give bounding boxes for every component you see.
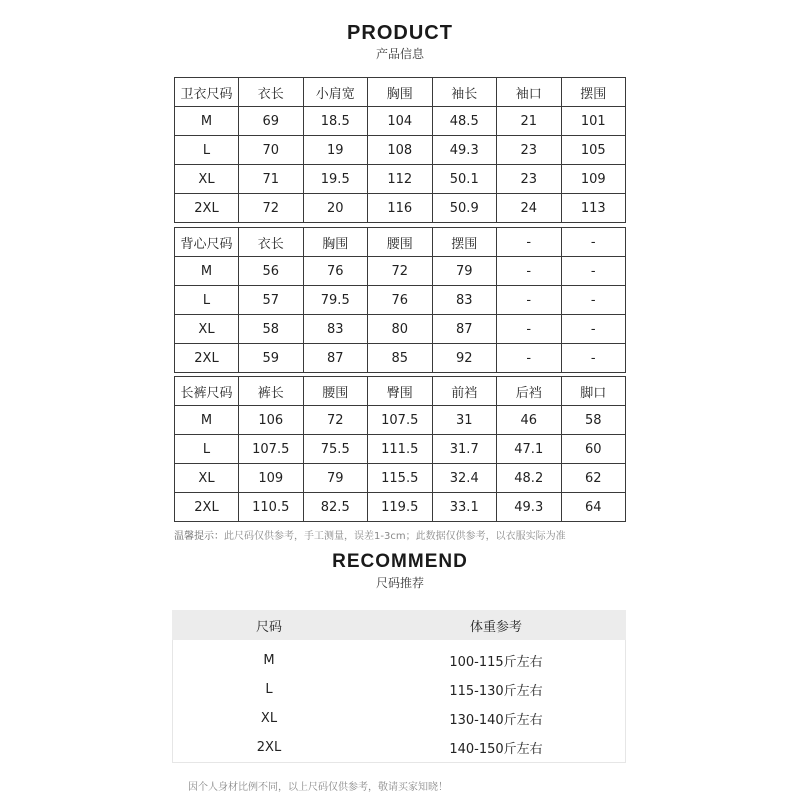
table-cell: XL	[175, 315, 239, 344]
table-cell: 83	[303, 315, 368, 344]
table-cell: 20	[303, 194, 368, 223]
table-cell: 衣长	[239, 78, 304, 107]
table-cell: 107.5	[239, 435, 304, 464]
table-cell: L	[175, 435, 239, 464]
table-cell: 109	[561, 165, 626, 194]
table-cell: 23	[497, 165, 562, 194]
hoodie-header-row	[175, 78, 626, 107]
recommend-weight-cell: 100-115斤左右	[449, 655, 543, 670]
table-cell: 19	[303, 136, 368, 165]
table-cell: 袖长	[432, 78, 497, 107]
table-cell: 62	[561, 464, 626, 493]
table-cell: -	[561, 257, 626, 286]
table-cell: 113	[561, 194, 626, 223]
table-cell: 109	[239, 464, 304, 493]
table-cell: 59	[239, 344, 304, 373]
table-cell: 57	[239, 286, 304, 315]
table-cell: 72	[239, 194, 304, 223]
table-cell: 48.2	[497, 464, 562, 493]
tip-label: 温馨提示：	[174, 531, 224, 542]
recommend-size-cell: L	[265, 682, 273, 697]
table-cell: 2XL	[175, 493, 239, 522]
table-cell: 47.1	[497, 435, 562, 464]
table-cell: 33.1	[432, 493, 497, 522]
table-cell: -	[497, 315, 562, 344]
footer-note: 因个人身材比例不同，以上尺码仅供参考，敬请买家知晓！	[188, 782, 448, 793]
table-cell: 腰围	[303, 377, 368, 406]
table-cell: 腰围	[368, 228, 433, 257]
table-cell: 111.5	[368, 435, 433, 464]
table-cell: -	[497, 286, 562, 315]
table-cell: 24	[497, 194, 562, 223]
table-cell: 104	[368, 107, 433, 136]
table-row	[175, 315, 626, 344]
table-row	[175, 257, 626, 286]
table-cell: XL	[175, 165, 239, 194]
recommend-size-cell: XL	[260, 711, 278, 726]
table-row	[172, 733, 626, 762]
table-row	[172, 640, 626, 675]
recommend-header-weight: 体重参考	[366, 610, 626, 640]
table-cell: 32.4	[432, 464, 497, 493]
table-cell: 小肩宽	[303, 78, 368, 107]
recommend-weight-cell: 130-140斤左右	[449, 713, 543, 728]
recommend-weight-cell: 140-150斤左右	[449, 742, 543, 757]
table-cell: 110.5	[239, 493, 304, 522]
recommend-header-size: 尺码	[172, 610, 366, 640]
table-cell: 脚口	[561, 377, 626, 406]
recommend-header-row	[172, 610, 626, 640]
table-cell: -	[497, 257, 562, 286]
table-cell: 臀围	[368, 377, 433, 406]
table-cell: 前裆	[432, 377, 497, 406]
recommend-subtitle: 尺码推荐	[375, 576, 424, 590]
table-row	[175, 464, 626, 493]
vest-size-table	[174, 227, 626, 373]
table-row	[175, 493, 626, 522]
recommend-size-cell: 2XL	[256, 740, 282, 755]
table-cell: 23	[497, 136, 562, 165]
product-subtitle: 产品信息	[375, 47, 424, 61]
table-cell: 58	[239, 315, 304, 344]
vest-header-row	[175, 228, 626, 257]
table-row	[175, 286, 626, 315]
table-cell: -	[561, 344, 626, 373]
table-cell: 72	[368, 257, 433, 286]
table-cell: XL	[175, 464, 239, 493]
table-cell: 80	[368, 315, 433, 344]
table-cell: 50.9	[432, 194, 497, 223]
recommend-weight-cell: 115-130斤左右	[449, 684, 543, 699]
table-cell: 112	[368, 165, 433, 194]
tip-text: 此尺码仅供参考，手工测量，误差1-3cm；此数据仅供参考，以衣服实际为准	[224, 531, 566, 542]
table-row	[175, 194, 626, 223]
table-cell: 76	[303, 257, 368, 286]
table-cell: 后裆	[497, 377, 562, 406]
hoodie-size-table	[174, 77, 626, 223]
table-cell: L	[175, 136, 239, 165]
pants-header-row	[175, 377, 626, 406]
table-cell: L	[175, 286, 239, 315]
table-cell: -	[561, 228, 626, 257]
table-cell: 胸围	[368, 78, 433, 107]
table-row	[175, 406, 626, 435]
table-cell: 袖口	[497, 78, 562, 107]
table-cell: 46	[497, 406, 562, 435]
table-cell: 18.5	[303, 107, 368, 136]
table-cell: 21	[497, 107, 562, 136]
table-cell: 49.3	[432, 136, 497, 165]
table-cell: 71	[239, 165, 304, 194]
table-row	[175, 435, 626, 464]
table-cell: 19.5	[303, 165, 368, 194]
table-cell: 2XL	[175, 344, 239, 373]
table-cell: 116	[368, 194, 433, 223]
measurement-tip	[174, 527, 626, 542]
table-cell: 72	[303, 406, 368, 435]
table-cell: 卫衣尺码	[175, 78, 239, 107]
table-cell: 75.5	[303, 435, 368, 464]
table-cell: 105	[561, 136, 626, 165]
table-cell: 70	[239, 136, 304, 165]
table-cell: 83	[432, 286, 497, 315]
table-cell: 79.5	[303, 286, 368, 315]
table-cell: 49.3	[497, 493, 562, 522]
pants-size-table	[174, 376, 626, 522]
table-row	[175, 344, 626, 373]
table-cell: -	[561, 286, 626, 315]
table-row	[175, 165, 626, 194]
table-cell: 87	[303, 344, 368, 373]
table-cell: M	[175, 257, 239, 286]
recommend-table	[172, 610, 626, 762]
table-row	[172, 675, 626, 704]
table-cell: 87	[432, 315, 497, 344]
table-cell: 76	[368, 286, 433, 315]
table-cell: 119.5	[368, 493, 433, 522]
table-cell: 108	[368, 136, 433, 165]
table-cell: 56	[239, 257, 304, 286]
table-cell: 31.7	[432, 435, 497, 464]
table-cell: 101	[561, 107, 626, 136]
table-row	[175, 136, 626, 165]
table-cell: 92	[432, 344, 497, 373]
table-row	[172, 704, 626, 733]
table-row	[175, 107, 626, 136]
table-cell: -	[497, 228, 562, 257]
table-cell: 2XL	[175, 194, 239, 223]
table-cell: 85	[368, 344, 433, 373]
table-cell: 衣长	[239, 228, 304, 257]
table-cell: 115.5	[368, 464, 433, 493]
table-cell: 82.5	[303, 493, 368, 522]
table-cell: M	[175, 406, 239, 435]
table-cell: 长裤尺码	[175, 377, 239, 406]
table-cell: 106	[239, 406, 304, 435]
table-cell: 50.1	[432, 165, 497, 194]
table-cell: 58	[561, 406, 626, 435]
recommend-size-cell: M	[263, 653, 275, 668]
table-cell: 64	[561, 493, 626, 522]
table-cell: 48.5	[432, 107, 497, 136]
table-cell: -	[561, 315, 626, 344]
table-cell: 69	[239, 107, 304, 136]
table-cell: 31	[432, 406, 497, 435]
table-cell: 裤长	[239, 377, 304, 406]
table-cell: 107.5	[368, 406, 433, 435]
table-cell: 60	[561, 435, 626, 464]
table-cell: M	[175, 107, 239, 136]
table-cell: 79	[303, 464, 368, 493]
table-cell: 79	[432, 257, 497, 286]
recommend-title: RECOMMEND	[332, 551, 468, 572]
product-title: PRODUCT	[347, 22, 453, 44]
table-cell: 胸围	[303, 228, 368, 257]
table-cell: 背心尺码	[175, 228, 239, 257]
table-cell: -	[497, 344, 562, 373]
table-cell: 摆围	[561, 78, 626, 107]
table-cell: 摆围	[432, 228, 497, 257]
